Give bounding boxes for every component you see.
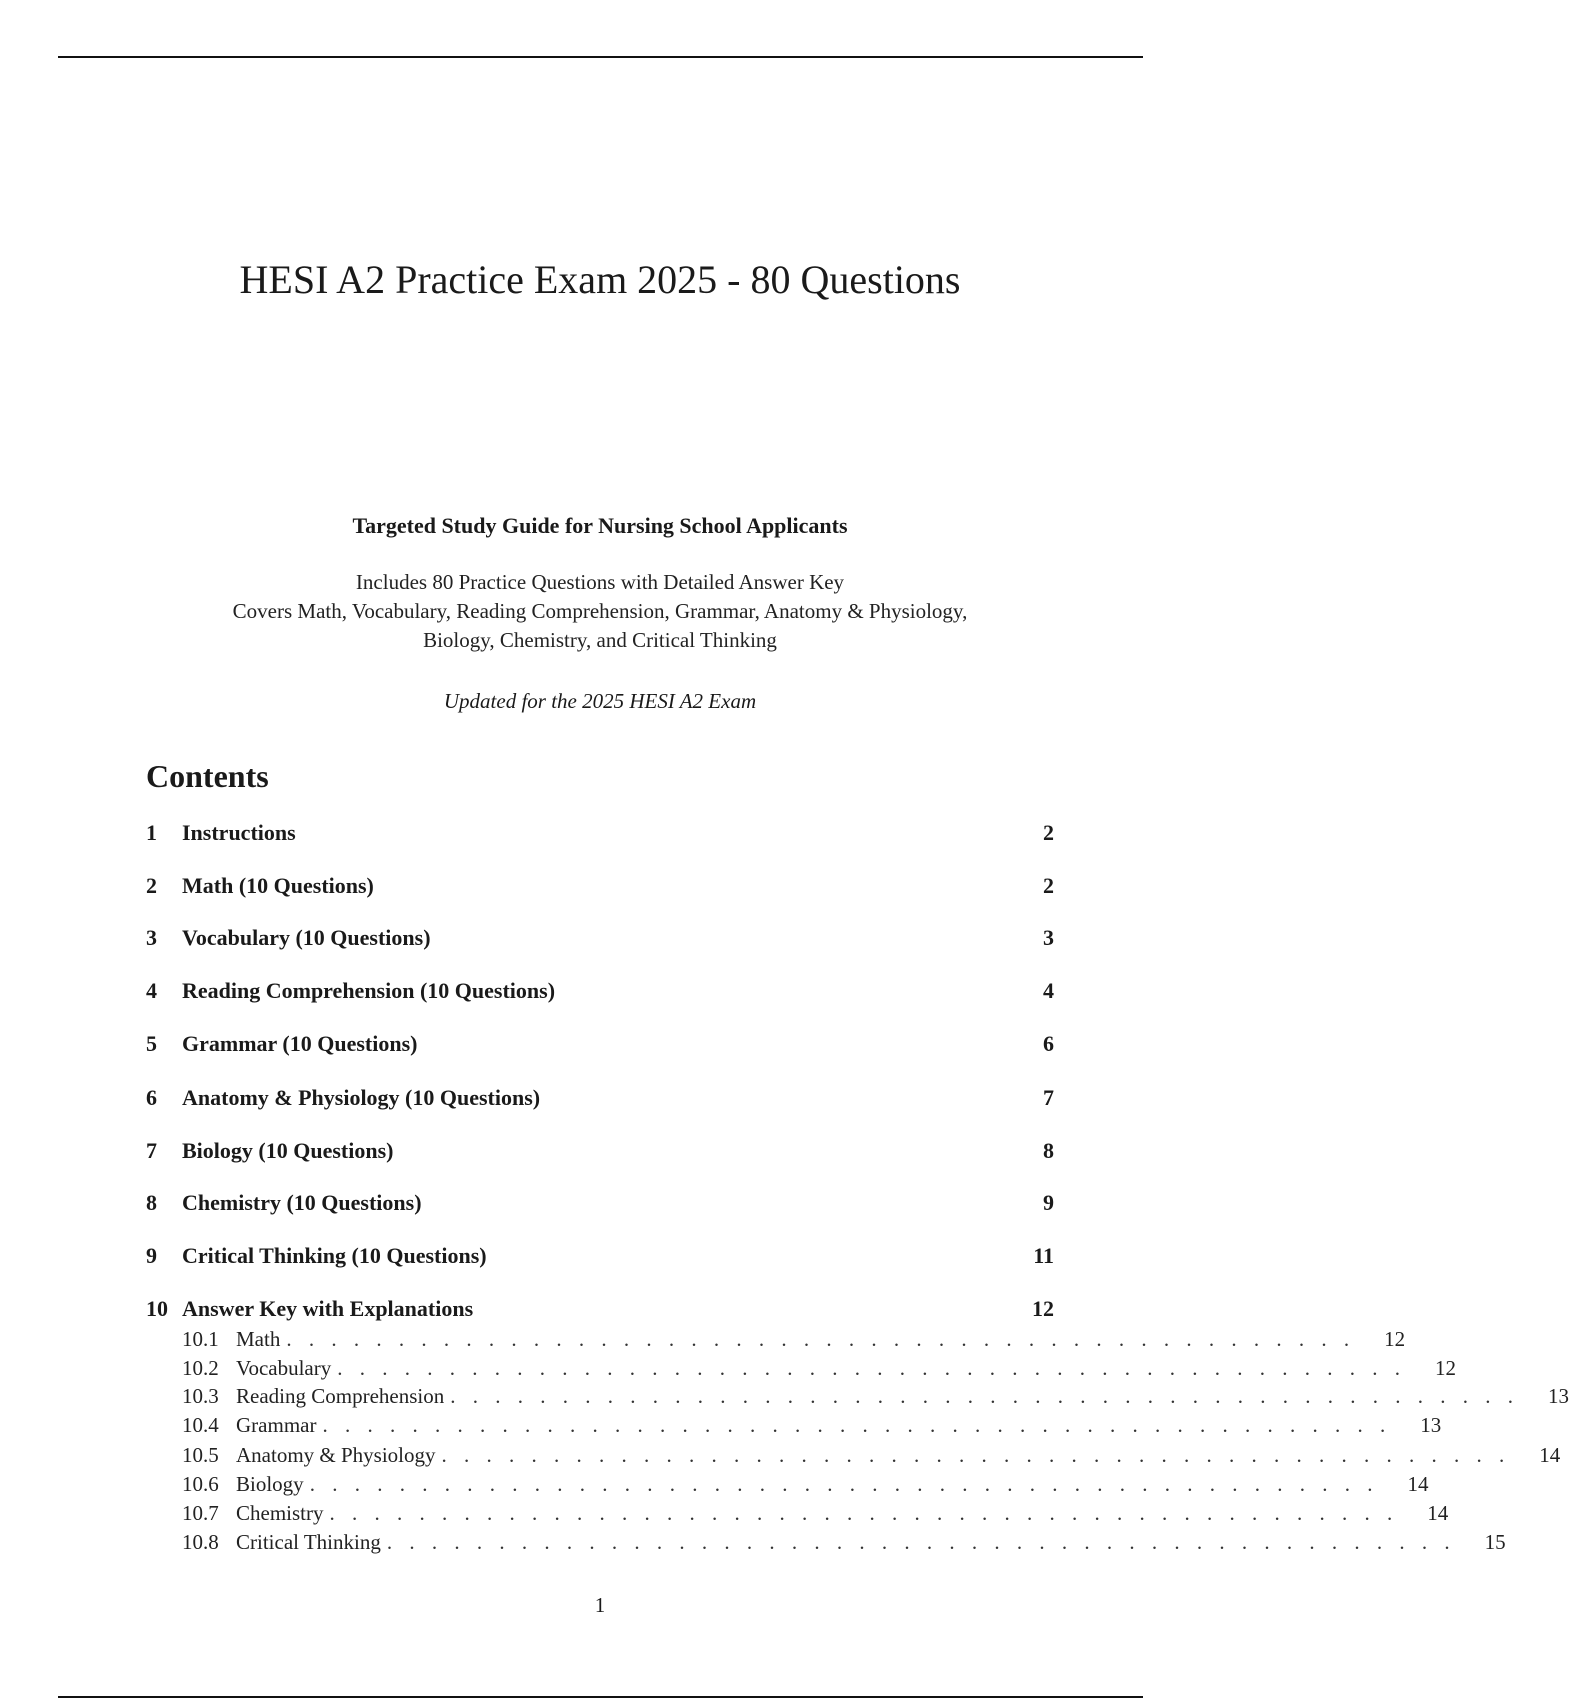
toc-subsection-page: 12	[1435, 1356, 1456, 1380]
toc-subsection-number: 10.8	[182, 1530, 219, 1554]
toc-section[interactable]	[146, 1294, 1054, 1324]
updated-note: Updated for the 2025 HESI A2 Exam	[443, 689, 757, 713]
toc-leader-dots: . . . . . . . . . . . . . . . . . . . . . . . . . . . . . . . . . . . . . . . . . . . . . . . .	[329, 1501, 1399, 1525]
toc-subsection-page: 15	[1484, 1530, 1506, 1554]
toc-section[interactable]	[146, 923, 1054, 953]
toc-section-page: 2	[1043, 873, 1054, 898]
toc-section-label: Reading Comprehension (10 Questions)	[182, 978, 556, 1003]
toc-section-number: 9	[146, 1243, 157, 1268]
toc-section-page: 4	[1043, 978, 1054, 1003]
toc-leader-dots: . . . . . . . . . . . . . . . . . . . . . . . . . . . . . . . . . . . . . . . . . . . . . . . .	[441, 1443, 1511, 1467]
toc-section-label: Vocabulary (10 Questions)	[182, 925, 431, 950]
toc-subsection-label: Grammar	[236, 1413, 317, 1437]
toc-subsection[interactable]	[182, 1470, 1429, 1498]
toc-subsection[interactable]	[182, 1354, 1456, 1382]
contents-heading: Contents	[146, 758, 269, 794]
toc-leader-dots: . . . . . . . . . . . . . . . . . . . . . . . . . . . . . . . . . . . . . . . . . . . . . . . .	[286, 1327, 1356, 1351]
toc-subsection-page: 12	[1384, 1327, 1406, 1351]
toc-section-page: 3	[1043, 925, 1054, 950]
bottom-rule	[58, 1696, 1143, 1698]
toc-section-page: 12	[1032, 1296, 1054, 1321]
toc-subsection-label: Math	[236, 1327, 281, 1351]
toc-section[interactable]	[146, 976, 1054, 1006]
toc-section-number: 3	[146, 925, 157, 950]
toc-leader-dots: . . . . . . . . . . . . . . . . . . . . . . . . . . . . . . . . . . . . . . . . . . . . . . . .	[386, 1530, 1456, 1554]
document-subtitle: Targeted Study Guide for Nursing School Applicants	[352, 513, 848, 538]
toc-section-number: 5	[146, 1031, 157, 1056]
top-rule	[58, 56, 1143, 58]
toc-section-page: 8	[1043, 1138, 1054, 1163]
toc-subsection-number: 10.3	[182, 1384, 219, 1408]
toc-subsection-number: 10.2	[182, 1356, 219, 1380]
toc-section-number: 10	[146, 1296, 168, 1321]
toc-section-number: 1	[146, 820, 157, 845]
toc-section-label: Biology (10 Questions)	[182, 1138, 394, 1163]
toc-section[interactable]	[146, 818, 1054, 848]
toc-section-number: 8	[146, 1190, 157, 1215]
toc-section-label: Grammar (10 Questions)	[182, 1031, 418, 1056]
toc-section-label: Answer Key with Explanations	[182, 1296, 474, 1321]
toc-subsection-number: 10.6	[182, 1472, 219, 1496]
toc-section-number: 4	[146, 978, 157, 1003]
toc-section[interactable]	[146, 871, 1054, 901]
toc-section[interactable]	[146, 1083, 1054, 1113]
toc-section[interactable]	[146, 1136, 1054, 1166]
toc-subsection-page: 14	[1539, 1443, 1561, 1467]
toc-section-page: 2	[1043, 820, 1054, 845]
toc-section-label: Chemistry (10 Questions)	[182, 1190, 422, 1215]
toc-section-label: Instructions	[182, 820, 296, 845]
toc-subsection-label: Vocabulary	[236, 1356, 332, 1380]
document-description	[0, 568, 1200, 655]
toc-section-page: 7	[1043, 1085, 1054, 1110]
toc-leader-dots: . . . . . . . . . . . . . . . . . . . . . . . . . . . . . . . . . . . . . . . . . . . . . . . .	[322, 1413, 1392, 1437]
toc-section[interactable]	[146, 1188, 1054, 1218]
description-line: Biology, Chemistry, and Critical Thinking	[423, 628, 777, 652]
toc-section-number: 6	[146, 1085, 157, 1110]
toc-subsection-label: Chemistry	[236, 1501, 324, 1525]
toc-subsection[interactable]	[182, 1325, 1406, 1353]
toc-section-page: 9	[1043, 1190, 1054, 1215]
toc-subsection-page: 14	[1427, 1501, 1449, 1525]
toc-subsection-label: Biology	[236, 1472, 304, 1496]
description-line: Includes 80 Practice Questions with Detailed Answer Key	[355, 570, 845, 594]
toc-subsection-number: 10.1	[182, 1327, 219, 1351]
toc-section-label: Math (10 Questions)	[182, 873, 374, 898]
toc-subsection-page: 14	[1407, 1472, 1429, 1496]
toc-section-number: 7	[146, 1138, 157, 1163]
toc-section-number: 2	[146, 873, 157, 898]
page-number: 1	[594, 1593, 606, 1617]
toc-subsection[interactable]	[182, 1441, 1561, 1469]
toc-section[interactable]	[146, 1029, 1054, 1059]
toc-subsection-number: 10.5	[182, 1443, 219, 1467]
toc-section-page: 11	[1033, 1243, 1054, 1268]
toc-section-page: 6	[1043, 1031, 1054, 1056]
toc-subsection[interactable]	[182, 1528, 1506, 1556]
toc-subsection-label: Critical Thinking	[236, 1530, 381, 1554]
document-title: HESI A2 Practice Exam 2025 - 80 Questions	[239, 257, 961, 302]
toc-section[interactable]	[146, 1241, 1054, 1271]
toc-subsection-number: 10.4	[182, 1413, 219, 1437]
toc-subsection[interactable]	[182, 1499, 1449, 1527]
toc-leader-dots: . . . . . . . . . . . . . . . . . . . . . . . . . . . . . . . . . . . . . . . . . . . . . . . .	[450, 1384, 1519, 1408]
toc-subsection-label: Reading Comprehension	[236, 1384, 445, 1408]
toc-subsection-page: 13	[1420, 1413, 1442, 1437]
toc-subsection-label: Anatomy & Physiology	[236, 1443, 436, 1467]
description-line: Covers Math, Vocabulary, Reading Comprehension, Grammar, Anatomy & Physiology,	[232, 599, 968, 623]
toc-subsection-number: 10.7	[182, 1501, 219, 1525]
toc-subsection-page: 13	[1547, 1384, 1569, 1408]
toc-section-label: Anatomy & Physiology (10 Questions)	[182, 1085, 541, 1110]
toc-section-label: Critical Thinking (10 Questions)	[182, 1243, 487, 1268]
toc-leader-dots: . . . . . . . . . . . . . . . . . . . . . . . . . . . . . . . . . . . . . . . . . . . . . . . .	[309, 1472, 1379, 1496]
toc-subsection[interactable]	[182, 1382, 1569, 1410]
toc-subsection[interactable]	[182, 1411, 1442, 1439]
toc-leader-dots: . . . . . . . . . . . . . . . . . . . . . . . . . . . . . . . . . . . . . . . . . . . . . . . .	[337, 1356, 1406, 1380]
